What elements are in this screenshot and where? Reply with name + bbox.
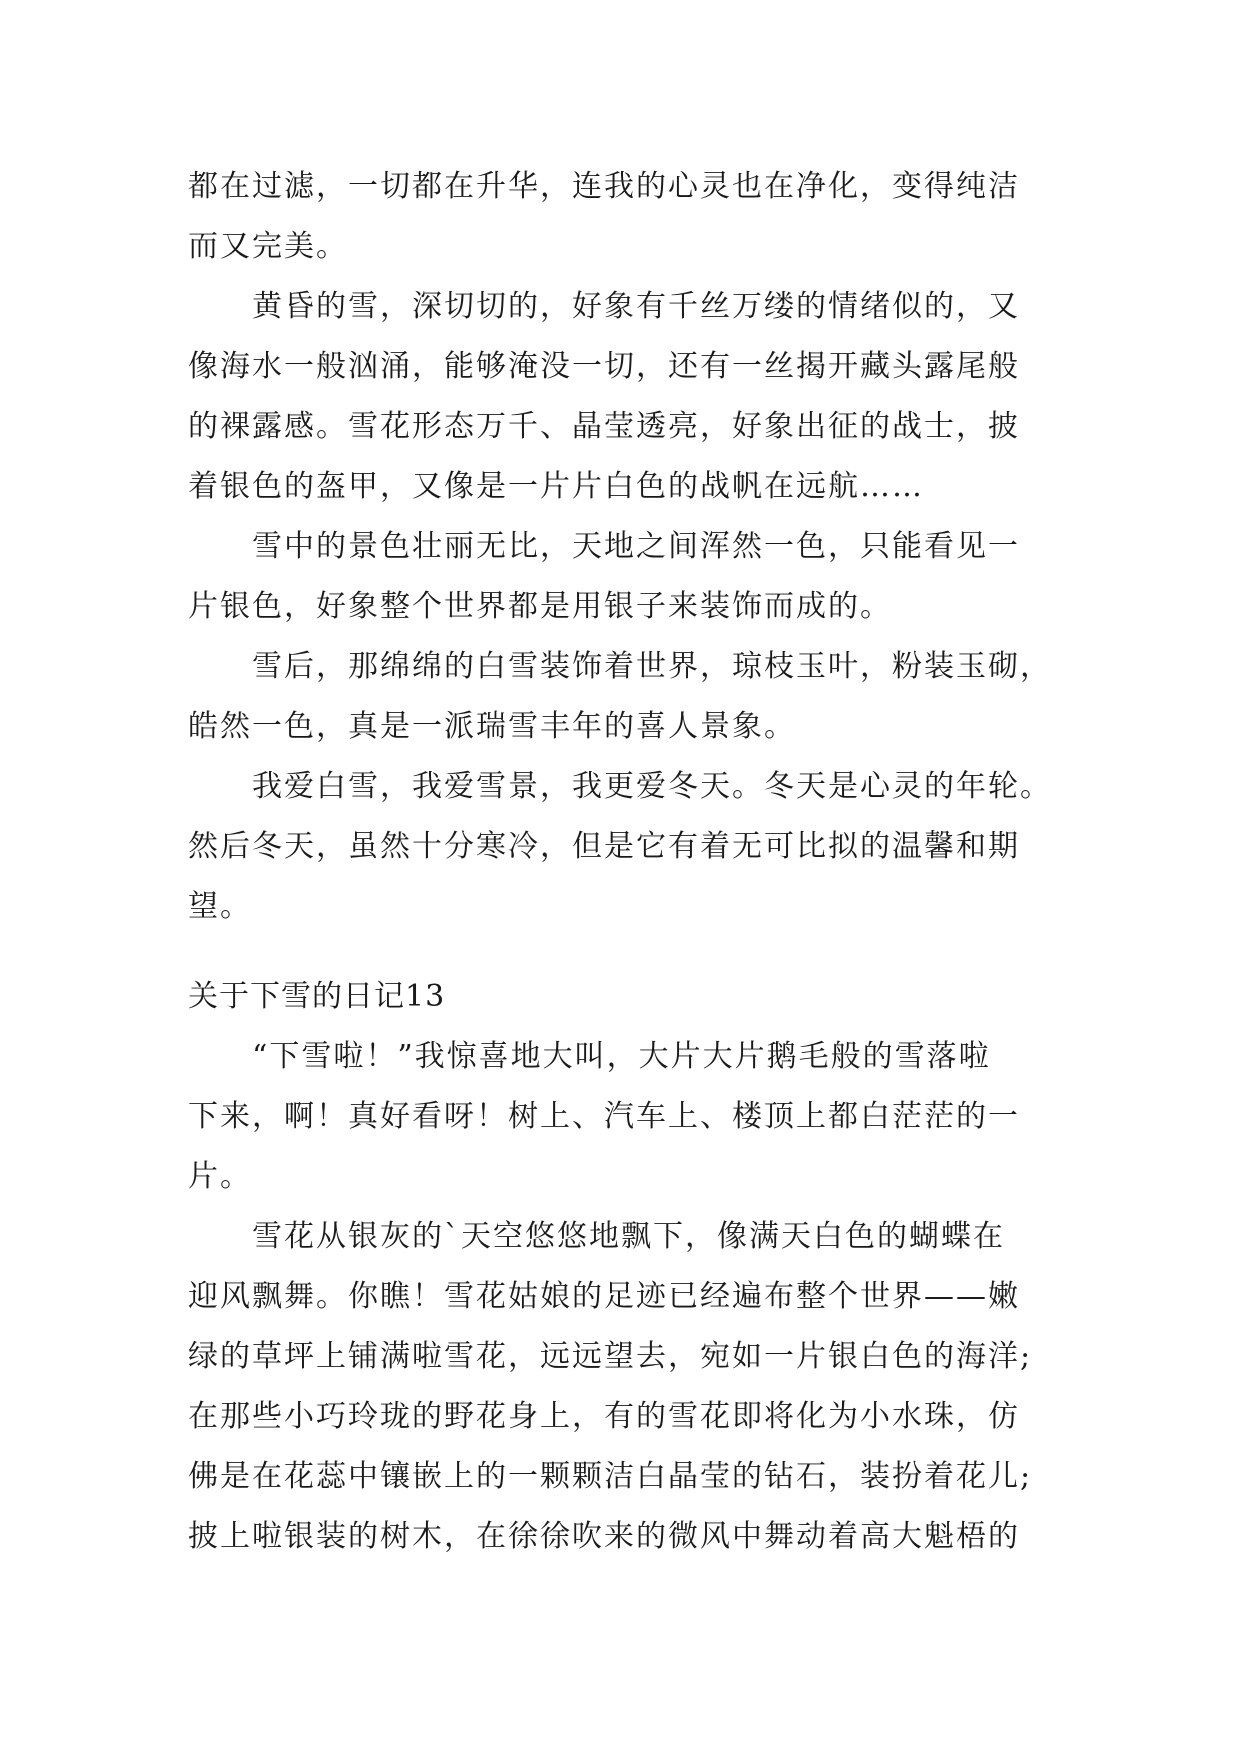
paragraph-line: 绿的草坪上铺满啦雪花，远远望去，宛如一片银白色的海洋;	[188, 1339, 1033, 1374]
section-1-body	[188, 157, 1054, 937]
paragraph-line: 雪中的景色壮丽无比，天地之间浑然一色，只能看见一	[252, 529, 1020, 564]
paragraph-line: 着银色的盔甲，又像是一片片白色的战帆在远航……	[188, 469, 924, 504]
paragraph-line: 我爱白雪，我爱雪景，我更爱冬天。冬天是心灵的年轮。	[252, 769, 1052, 804]
paragraph-line: 片。	[188, 1159, 252, 1194]
section-2	[188, 967, 1054, 1567]
paragraph-line: 的裸露感。雪花形态万千、晶莹透亮，好象出征的战士，披	[188, 409, 1020, 444]
paragraph-line: 雪后，那绵绵的白雪装饰着世界，琼枝玉叶，粉装玉砌，	[252, 649, 1052, 684]
paragraph-line: 片银色，好象整个世界都是用银子来装饰而成的。	[188, 589, 892, 624]
paragraph-line: 佛是在花蕊中镶嵌上的一颗颗洁白晶莹的钻石，装扮着花儿;	[188, 1459, 1033, 1494]
paragraph-line: 黄昏的雪，深切切的，好象有千丝万缕的情绪似的，又	[252, 289, 1020, 324]
section-heading: 关于下雪的日记13	[188, 979, 446, 1014]
paragraph-line: 而又完美。	[188, 229, 348, 264]
paragraph-line: 迎风飘舞。你瞧！雪花姑娘的足迹已经遍布整个世界——嫩	[188, 1279, 1020, 1314]
paragraph-line: 下来，啊！真好看呀！树上、汽车上、楼顶上都白茫茫的一	[188, 1099, 1020, 1134]
paragraph-line: 都在过滤，一切都在升华，连我的心灵也在净化，变得纯洁	[188, 169, 1020, 204]
paragraph-line: 望。	[188, 889, 252, 924]
paragraph-line: 雪花从银灰的`天空悠悠地飘下，像满天白色的蝴蝶在	[252, 1219, 1005, 1254]
paragraph-line: 披上啦银装的树木，在徐徐吹来的微风中舞动着高大魁梧的	[188, 1519, 1020, 1554]
paragraph-line: 然后冬天，虽然十分寒冷，但是它有着无可比拟的温馨和期	[188, 829, 1020, 864]
paragraph-line: “下雪啦！”我惊喜地大叫，大片大片鹅毛般的雪落啦	[252, 1039, 991, 1074]
paragraph-line: 皓然一色，真是一派瑞雪丰年的喜人景象。	[188, 709, 796, 744]
paragraph-line: 在那些小巧玲珑的野花身上，有的雪花即将化为小水珠，仿	[188, 1399, 1020, 1434]
paragraph-line: 像海水一般汹涌，能够淹没一切，还有一丝揭开藏头露尾般	[188, 349, 1020, 384]
